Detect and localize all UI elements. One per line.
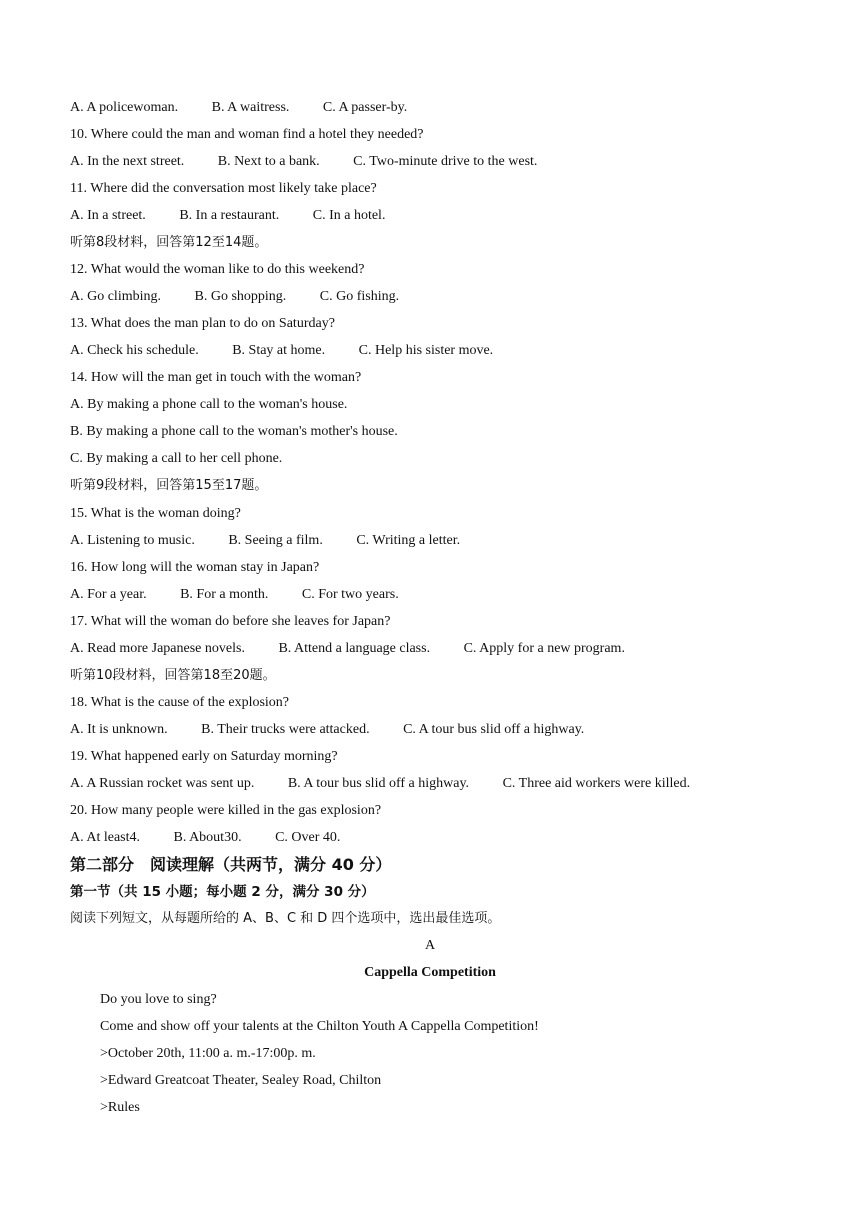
option-c: C. A passer-by. xyxy=(322,100,408,115)
option-a: A. In a street. xyxy=(70,208,146,223)
section-one-title: 第一节（共 15 小题；每小题 2 分，满分 30 分） xyxy=(70,884,375,900)
q18-options xyxy=(70,720,800,740)
q10-options xyxy=(70,152,800,172)
q14-option-c: C. By making a call to her cell phone. xyxy=(70,451,283,466)
q15-question: 15. What is the woman doing? xyxy=(70,506,241,521)
passage-line: Come and show off your talents at the Chilton Youth A Cappella Competition! xyxy=(100,1019,539,1034)
passage-10-instruction: 听第10段材料，回答第18至20题。 xyxy=(70,668,276,683)
option-c: C. Three aid workers were killed. xyxy=(502,776,691,791)
passage-letter: A xyxy=(424,938,436,953)
q18-question: 18. What is the cause of the explosion? xyxy=(70,695,290,710)
option-c: C. Two-minute drive to the west. xyxy=(353,154,538,169)
option-b: B. Next to a bank. xyxy=(217,154,320,169)
q20-options xyxy=(70,828,800,848)
option-a: A. A Russian rocket was sent up. xyxy=(70,776,255,791)
passage-title: Cappella Competition xyxy=(364,965,496,980)
q16-question: 16. How long will the woman stay in Japan? xyxy=(70,560,320,575)
option-c: C. In a hotel. xyxy=(312,208,386,223)
option-c: C. Help his sister move. xyxy=(358,343,494,358)
option-a: A. It is unknown. xyxy=(70,722,168,737)
passage-line: >Edward Greatcoat Theater, Sealey Road, Chilton xyxy=(100,1073,382,1088)
q14-option-b: B. By making a phone call to the woman's mother's house. xyxy=(70,424,398,439)
option-b: B. Their trucks were attacked. xyxy=(201,722,370,737)
q9-options xyxy=(70,98,800,118)
reading-instruction: 阅读下列短文，从每题所给的 A、B、C 和 D 四个选项中，选出最佳选项。 xyxy=(70,911,501,926)
option-a: A. Check his schedule. xyxy=(70,343,199,358)
q15-options xyxy=(70,531,800,551)
option-b: B. Stay at home. xyxy=(232,343,326,358)
option-b: B. A tour bus slid off a highway. xyxy=(287,776,470,791)
option-b: B. A waitress. xyxy=(211,100,290,115)
q19-question: 19. What happened early on Saturday morning? xyxy=(70,749,338,764)
passage-8-instruction: 听第8段材料，回答第12至14题。 xyxy=(70,235,268,250)
option-a: A. Read more Japanese novels. xyxy=(70,641,245,656)
q17-options xyxy=(70,639,800,659)
q10-question: 10. Where could the man and woman find a hotel they needed? xyxy=(70,127,424,142)
q17-question: 17. What will the woman do before she leaves for Japan? xyxy=(70,614,391,629)
option-a: A. Go climbing. xyxy=(70,289,161,304)
q12-question: 12. What would the woman like to do this weekend? xyxy=(70,262,365,277)
q11-question: 11. Where did the conversation most likely take place? xyxy=(70,181,377,196)
option-a: A. At least4. xyxy=(70,830,140,845)
q16-options xyxy=(70,585,800,605)
passage-line: >Rules xyxy=(100,1100,140,1115)
option-b: B. About30. xyxy=(173,830,242,845)
option-b: B. In a restaurant. xyxy=(179,208,280,223)
option-c: C. Apply for a new program. xyxy=(463,641,625,656)
option-c: C. For two years. xyxy=(301,587,399,602)
q13-options xyxy=(70,341,800,361)
q13-question: 13. What does the man plan to do on Saturday? xyxy=(70,316,335,331)
q11-options xyxy=(70,206,800,226)
q14-option-a: A. By making a phone call to the woman's house. xyxy=(70,397,348,412)
option-c: C. A tour bus slid off a highway. xyxy=(403,722,585,737)
option-a: A. A policewoman. xyxy=(70,100,179,115)
option-b: B. Seeing a film. xyxy=(228,533,323,548)
option-b: B. Attend a language class. xyxy=(278,641,431,656)
option-b: B. Go shopping. xyxy=(194,289,287,304)
q14-question: 14. How will the man get in touch with the woman? xyxy=(70,370,362,385)
q19-options xyxy=(70,774,800,794)
option-b: B. For a month. xyxy=(180,587,269,602)
option-c: C. Go fishing. xyxy=(319,289,400,304)
passage-line: Do you love to sing? xyxy=(100,992,217,1007)
part-two-title: 第二部分 阅读理解（共两节，满分 40 分） xyxy=(70,855,392,874)
passage-9-instruction: 听第9段材料，回答第15至17题。 xyxy=(70,478,268,493)
q20-question: 20. How many people were killed in the gas explosion? xyxy=(70,803,382,818)
option-a: A. Listening to music. xyxy=(70,533,195,548)
option-c: C. Writing a letter. xyxy=(356,533,461,548)
option-a: A. For a year. xyxy=(70,587,147,602)
q12-options xyxy=(70,287,800,307)
passage-line: >October 20th, 11:00 a. m.-17:00p. m. xyxy=(100,1046,316,1061)
option-a: A. In the next street. xyxy=(70,154,185,169)
option-c: C. Over 40. xyxy=(275,830,341,845)
